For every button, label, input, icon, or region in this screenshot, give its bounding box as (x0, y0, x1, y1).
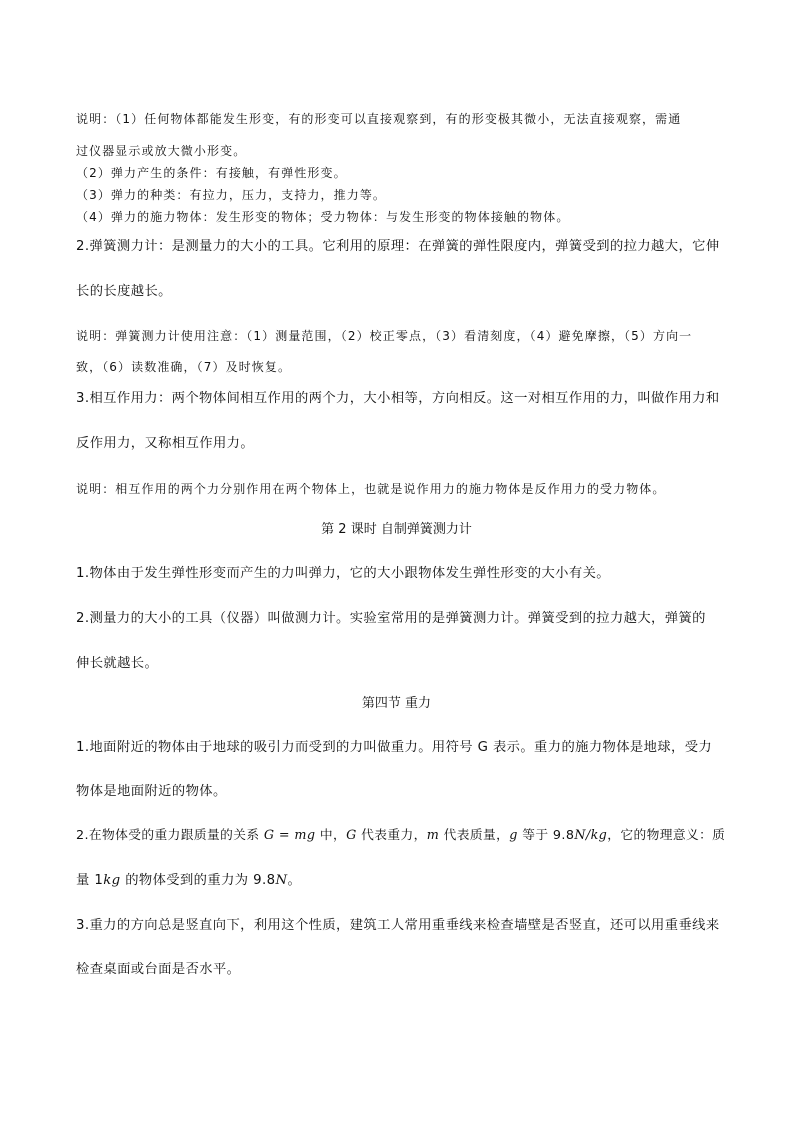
text-span: 。 (287, 873, 302, 888)
paragraph-elastic-force: 1.物体由于发生弹性形变而产生的力叫弹力，它的大小跟物体发生弹性形变的大小有关。 (76, 566, 610, 581)
heading-lesson-2: 第 2 课时 自制弹簧测力计 (321, 522, 472, 537)
text-span: 的物体受到的重力为 9.8 (120, 873, 276, 888)
symbol-G: G (346, 828, 357, 843)
note-2-line-2: 致，（6）读数准确，（7）及时恢复。 (76, 360, 292, 374)
paragraph-gravity-formula-line-2 (76, 874, 301, 887)
formula-g-equals-mg: G = mg (263, 828, 316, 843)
paragraph-spring-scale-line-2: 长的长度越长。 (76, 284, 172, 299)
text-span: ，它的物理意义：质 (607, 828, 726, 843)
note-3: 说明：相互作用的两个力分别作用在两个物体上，也就是说作用力的施力物体是反作用力的受力物体。 (76, 482, 666, 496)
note-2-line-1: 说明：弹簧测力计使用注意：（1）测量范围，（2）校正零点，（3）看清刻度，（4）避免摩擦，（5）方向一 (76, 329, 693, 343)
note-1-item-2: （2）弹力产生的条件：有接触，有弹性形变。 (76, 166, 347, 180)
note-1-line-1: 说明：（1）任何物体都能发生形变，有的形变可以直接观察到，有的形变极其微小，无法直接观察，需通 (76, 112, 682, 126)
unit-N: N (275, 873, 288, 888)
heading-section-4: 第四节 重力 (361, 696, 432, 711)
paragraph-spring-scale-line-1: 2.弹簧测力计：是测量力的大小的工具。它利用的原理：在弹簧的弹性限度内，弹簧受到的拉力越大，它伸 (76, 239, 720, 254)
paragraph-interaction-force-line-1: 3.相互作用力：两个物体间相互作用的两个力，大小相等，方向相反。这一对相互作用的力，叫做作用力和 (76, 391, 720, 406)
paragraph-interaction-force-line-2: 反作用力，又称相互作用力。 (76, 436, 255, 451)
paragraph-gravity-direction-line-2: 检查桌面或台面是否水平。 (76, 962, 241, 977)
symbol-m: m (426, 828, 440, 843)
note-1-line-2: 过仪器显示或放大微小形变。 (76, 144, 247, 158)
text-span: 等于 9.8 (517, 828, 575, 843)
text-span: 代表重力， (356, 828, 427, 843)
paragraph-gravity-line-1: 1.地面附近的物体由于地球的吸引力而受到的力叫做重力。用符号 G 表示。重力的施力物体是地球，受力 (76, 740, 713, 755)
note-1-item-4: （4）弹力的施力物体：发生形变的物体；受力物体：与发生形变的物体接触的物体。 (76, 210, 570, 224)
unit-n-per-kg: N/kg (574, 828, 608, 843)
text-span: 量 1 (76, 873, 104, 888)
text-span: 代表质量， (439, 828, 510, 843)
text-span: 2.在物体受的重力跟质量的关系 (76, 828, 264, 843)
text-span: 中， (315, 828, 347, 843)
paragraph-dynamometer-line-2: 伸长就越长。 (76, 656, 159, 671)
paragraph-gravity-direction-line-1: 3.重力的方向总是竖直向下，利用这个性质，建筑工人常用重垂线来检查墙壁是否竖直，还可以用重垂线来 (76, 918, 720, 933)
unit-kg: kg (103, 873, 121, 888)
paragraph-dynamometer-line-1: 2.测量力的大小的工具（仪器）叫做测力计。实验室常用的是弹簧测力计。弹簧受到的拉力越大，弹簧的 (76, 611, 706, 626)
symbol-g: g (509, 828, 518, 843)
paragraph-gravity-formula-line-1 (76, 830, 725, 843)
paragraph-gravity-line-2: 物体是地面附近的物体。 (76, 784, 227, 799)
note-1-item-3: （3）弹力的种类：有拉力，压力，支持力，推力等。 (76, 188, 387, 202)
